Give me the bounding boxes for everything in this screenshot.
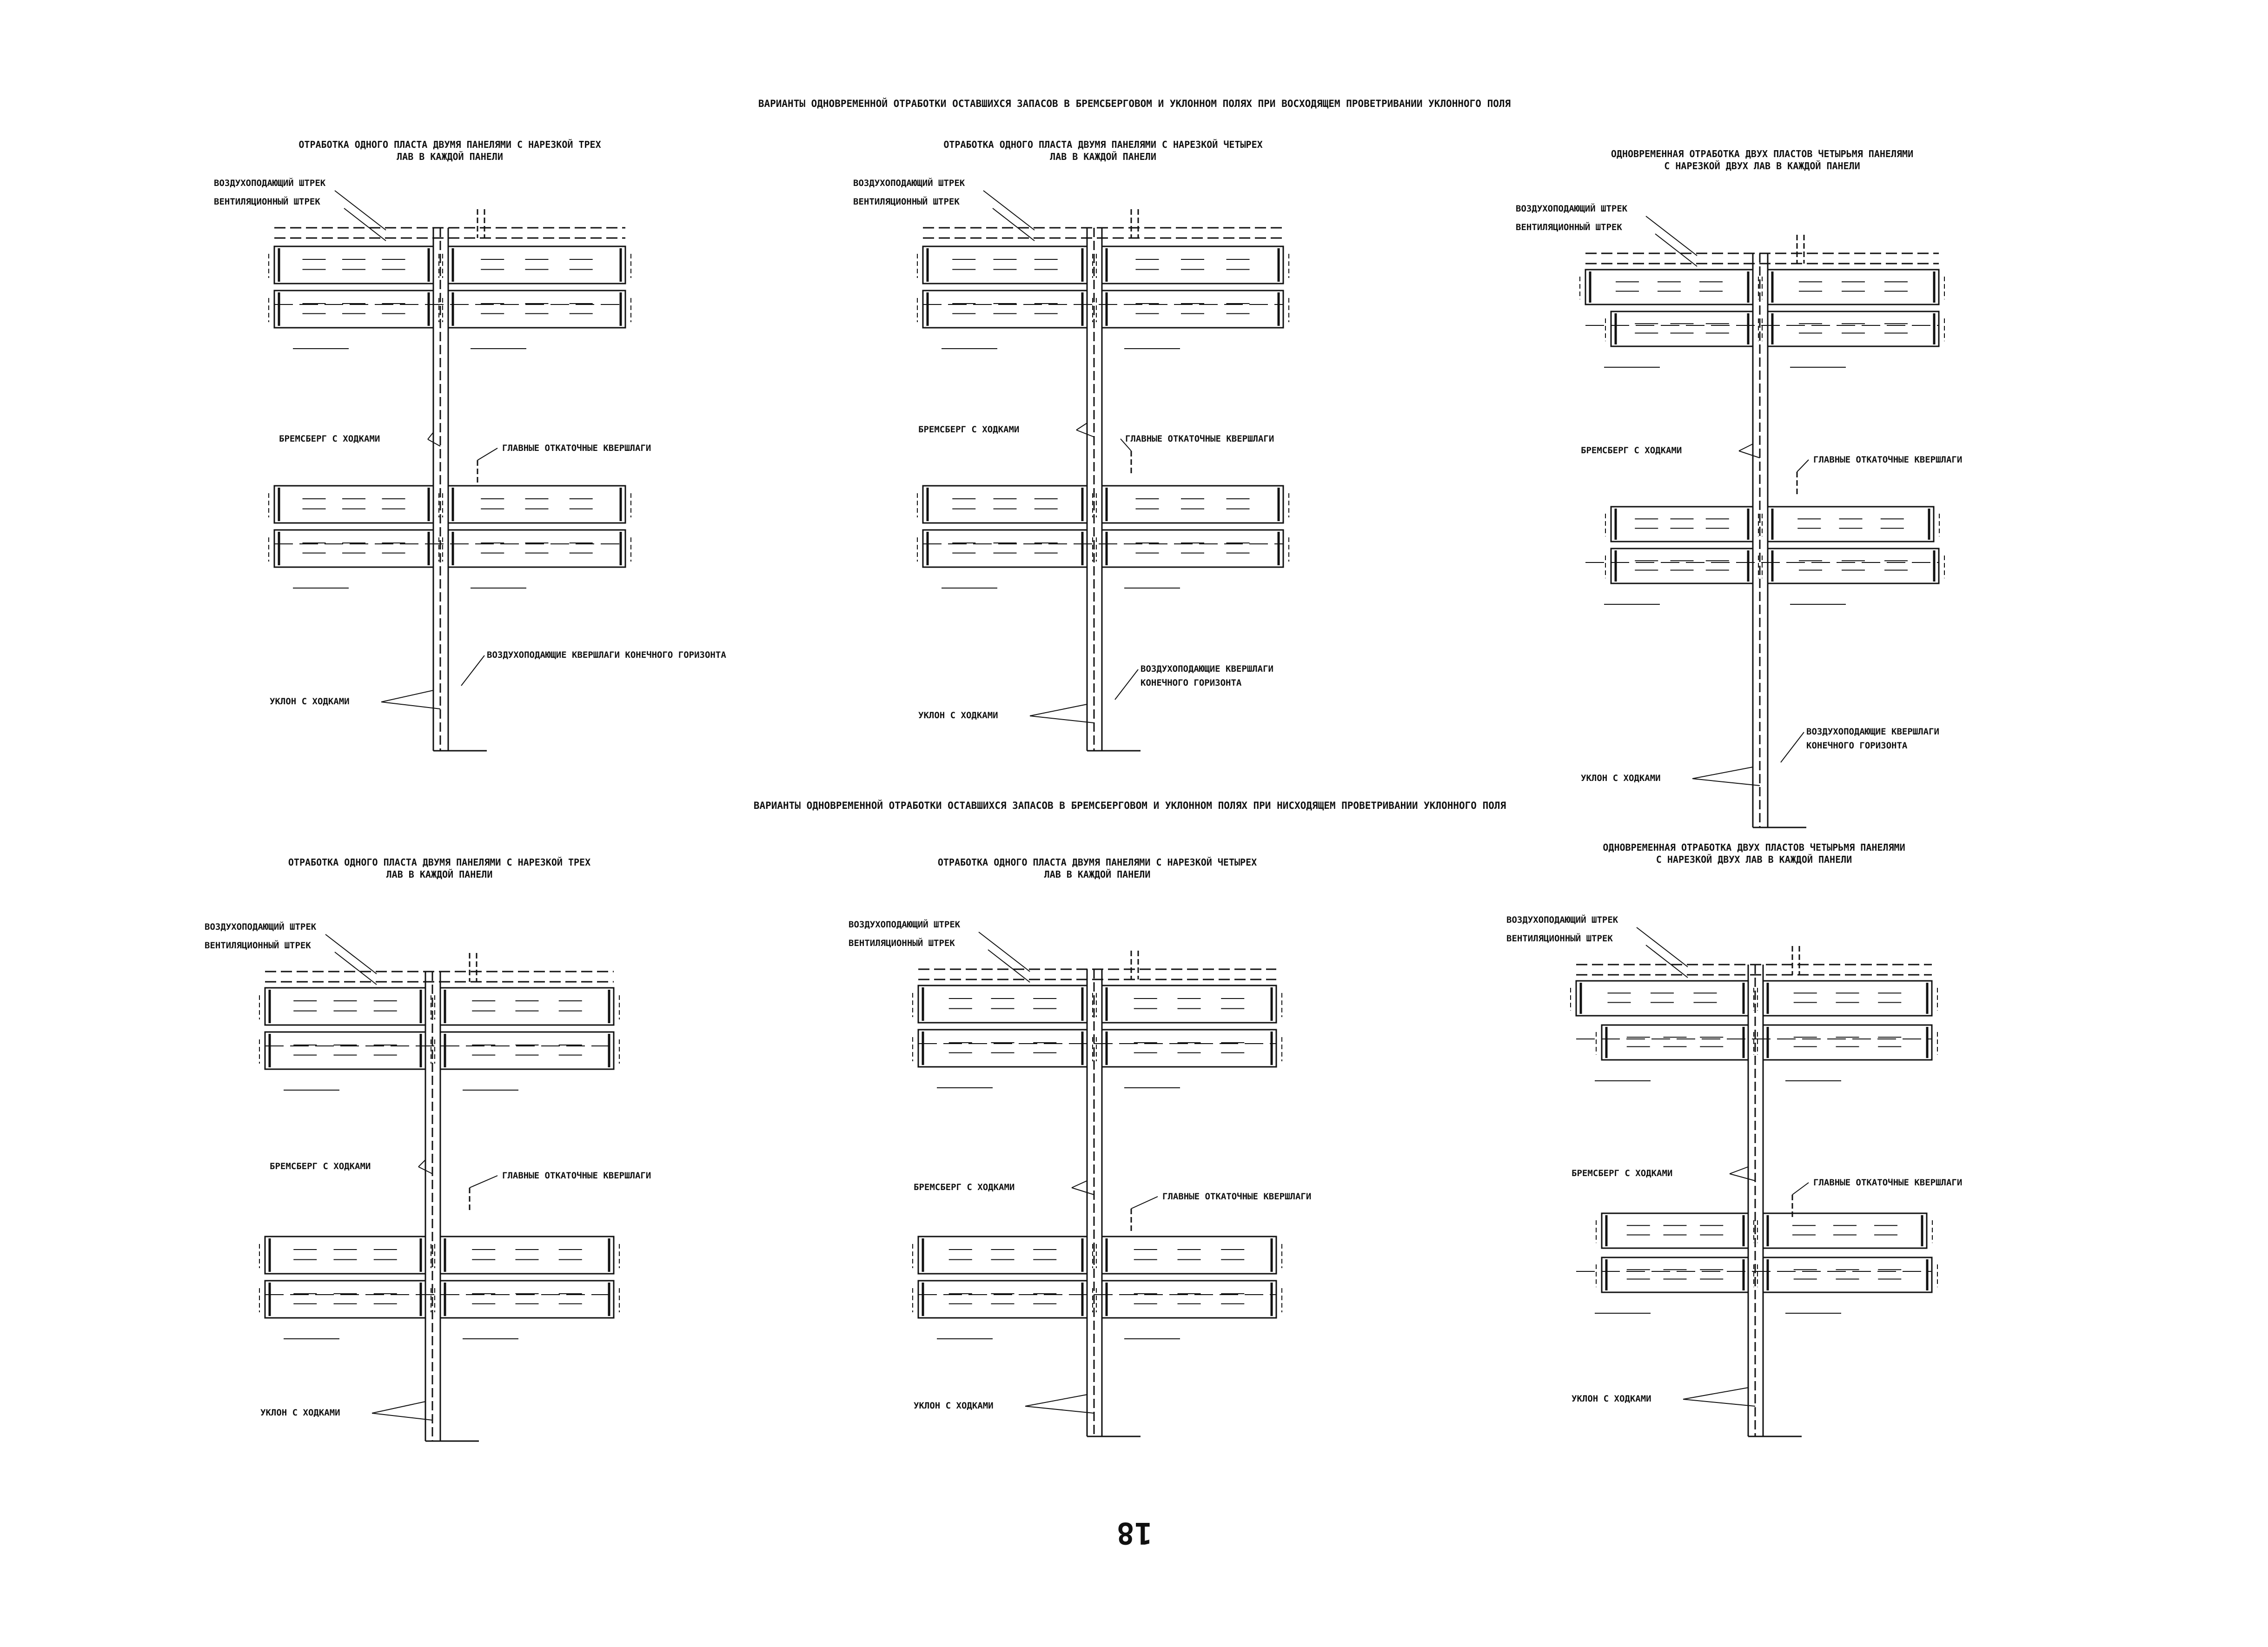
label-main-crosscuts: ГЛАВНЫЕ ОТКАТОЧНЫЕ КВЕРШЛАГИ <box>1162 1191 1312 1202</box>
diagram-title: ОТРАБОТКА ОДНОГО ПЛАСТА ДВУМЯ ПАНЕЛЯМИ С НАРЕЗКОЙ ЧЕТЫРЕХ <box>937 857 1257 868</box>
label-slope: УКЛОН С ХОДКАМИ <box>1572 1394 1651 1404</box>
label-final-crosscuts: ВОЗДУХОПОДАЮЩИЕ КВЕРШЛАГИ <box>1141 664 1273 674</box>
label-slope: УКЛОН С ХОДКАМИ <box>914 1401 994 1411</box>
caption-bottom: ВАРИАНТЫ ОДНОВРЕМЕННОЙ ОТРАБОТКИ ОСТАВШИХСЯ ЗАПАСОВ В БРЕМСБЕРГОВОМ И УКЛОННОМ ПОЛЯХ ПРИ НИСХОДЯЩЕМ ПРОВЕТРИВАНИИ УКЛОННОГО ПОЛЯ <box>753 800 1506 811</box>
diagram-title: ОДНОВРЕМЕННАЯ ОТРАБОТКА ДВУХ ПЛАСТОВ ЧЕТЫРЬМЯ ПАНЕЛЯМИ <box>1603 842 1905 853</box>
label-bremsberg: БРЕМСБЕРГ С ХОДКАМИ <box>914 1182 1015 1192</box>
label-vent-drift: ВЕНТИЛЯЦИОННЫЙ ШТРЕК <box>849 938 955 948</box>
diagram-title: ЛАВ В КАЖДОЙ ПАНЕЛИ <box>386 869 493 880</box>
label-air-drift: ВОЗДУХОПОДАЮЩИЙ ШТРЕК <box>849 919 961 930</box>
label-main-crosscuts: ГЛАВНЫЕ ОТКАТОЧНЫЕ КВЕРШЛАГИ <box>1813 1177 1963 1188</box>
label-vent-drift: ВЕНТИЛЯЦИОННЫЙ ШТРЕК <box>214 197 320 207</box>
label-air-drift: ВОЗДУХОПОДАЮЩИЙ ШТРЕК <box>214 178 326 188</box>
label-air-drift: ВОЗДУХОПОДАЮЩИЙ ШТРЕК <box>853 178 965 188</box>
diagram-title: ЛАВ В КАЖДОЙ ПАНЕЛИ <box>397 151 503 162</box>
label-bremsberg: БРЕМСБЕРГ С ХОДКАМИ <box>1572 1168 1673 1178</box>
diagram-title: С НАРЕЗКОЙ ДВУХ ЛАВ В КАЖДОЙ ПАНЕЛИ <box>1664 160 1860 172</box>
diagram-title: С НАРЕЗКОЙ ДВУХ ЛАВ В КАЖДОЙ ПАНЕЛИ <box>1656 854 1852 865</box>
diagram-title: ЛАВ В КАЖДОЙ ПАНЕЛИ <box>1044 869 1151 880</box>
label-main-crosscuts: ГЛАВНЫЕ ОТКАТОЧНЫЕ КВЕРШЛАГИ <box>502 443 651 453</box>
diagram-title: ЛАВ В КАЖДОЙ ПАНЕЛИ <box>1050 151 1156 162</box>
label-final-crosscuts: КОНЕЧНОГО ГОРИЗОНТА <box>1806 741 1908 751</box>
label-vent-drift: ВЕНТИЛЯЦИОННЫЙ ШТРЕК <box>1506 933 1613 944</box>
label-slope: УКЛОН С ХОДКАМИ <box>1581 773 1661 783</box>
diagram-title: ОТРАБОТКА ОДНОГО ПЛАСТА ДВУМЯ ПАНЕЛЯМИ С НАРЕЗКОЙ ТРЕХ <box>288 857 591 868</box>
label-vent-drift: ВЕНТИЛЯЦИОННЫЙ ШТРЕК <box>853 197 960 207</box>
label-main-crosscuts: ГЛАВНЫЕ ОТКАТОЧНЫЕ КВЕРШЛАГИ <box>1125 434 1274 444</box>
caption-top: ВАРИАНТЫ ОДНОВРЕМЕННОЙ ОТРАБОТКИ ОСТАВШИХСЯ ЗАПАСОВ В БРЕМСБЕРГОВОМ И УКЛОННОМ ПОЛЯХ ПРИ ВОСХОДЯЩЕМ ПРОВЕТРИВАНИИ УКЛОННОГО ПОЛЯ <box>758 98 1511 109</box>
label-final-crosscuts: ВОЗДУХОПОДАЮЩИЕ КВЕРШЛАГИ <box>1806 727 1939 737</box>
label-slope: УКЛОН С ХОДКАМИ <box>918 710 998 721</box>
label-bremsberg: БРЕМСБЕРГ С ХОДКАМИ <box>918 424 1020 435</box>
diagram-title: ОТРАБОТКА ОДНОГО ПЛАСТА ДВУМЯ ПАНЕЛЯМИ С НАРЕЗКОЙ ТРЕХ <box>298 139 601 150</box>
label-bremsberg: БРЕМСБЕРГ С ХОДКАМИ <box>1581 445 1682 456</box>
label-final-crosscuts: КОНЕЧНОГО ГОРИЗОНТА <box>1141 678 1242 688</box>
diagram-title: ОТРАБОТКА ОДНОГО ПЛАСТА ДВУМЯ ПАНЕЛЯМИ С НАРЕЗКОЙ ЧЕТЫРЕХ <box>943 139 1263 150</box>
label-air-drift: ВОЗДУХОПОДАЮЩИЙ ШТРЕК <box>205 922 317 932</box>
label-air-drift: ВОЗДУХОПОДАЮЩИЙ ШТРЕК <box>1516 204 1628 214</box>
label-air-drift: ВОЗДУХОПОДАЮЩИЙ ШТРЕК <box>1506 915 1618 925</box>
label-slope: УКЛОН С ХОДКАМИ <box>260 1408 340 1418</box>
label-bremsberg: БРЕМСБЕРГ С ХОДКАМИ <box>279 434 380 444</box>
diagram-title: ОДНОВРЕМЕННАЯ ОТРАБОТКА ДВУХ ПЛАСТОВ ЧЕТЫРЬМЯ ПАНЕЛЯМИ <box>1611 148 1914 159</box>
page-number: 18 <box>1116 1515 1153 1550</box>
label-vent-drift: ВЕНТИЛЯЦИОННЫЙ ШТРЕК <box>1516 222 1622 232</box>
label-main-crosscuts: ГЛАВНЫЕ ОТКАТОЧНЫЕ КВЕРШЛАГИ <box>1813 455 1963 465</box>
label-slope: УКЛОН С ХОДКАМИ <box>270 696 350 707</box>
label-main-crosscuts: ГЛАВНЫЕ ОТКАТОЧНЫЕ КВЕРШЛАГИ <box>502 1171 651 1181</box>
label-bremsberg: БРЕМСБЕРГ С ХОДКАМИ <box>270 1161 371 1171</box>
label-vent-drift: ВЕНТИЛЯЦИОННЫЙ ШТРЕК <box>205 940 311 951</box>
label-final-crosscuts: ВОЗДУХОПОДАЮЩИЕ КВЕРШЛАГИ КОНЕЧНОГО ГОРИЗОНТА <box>487 650 726 660</box>
